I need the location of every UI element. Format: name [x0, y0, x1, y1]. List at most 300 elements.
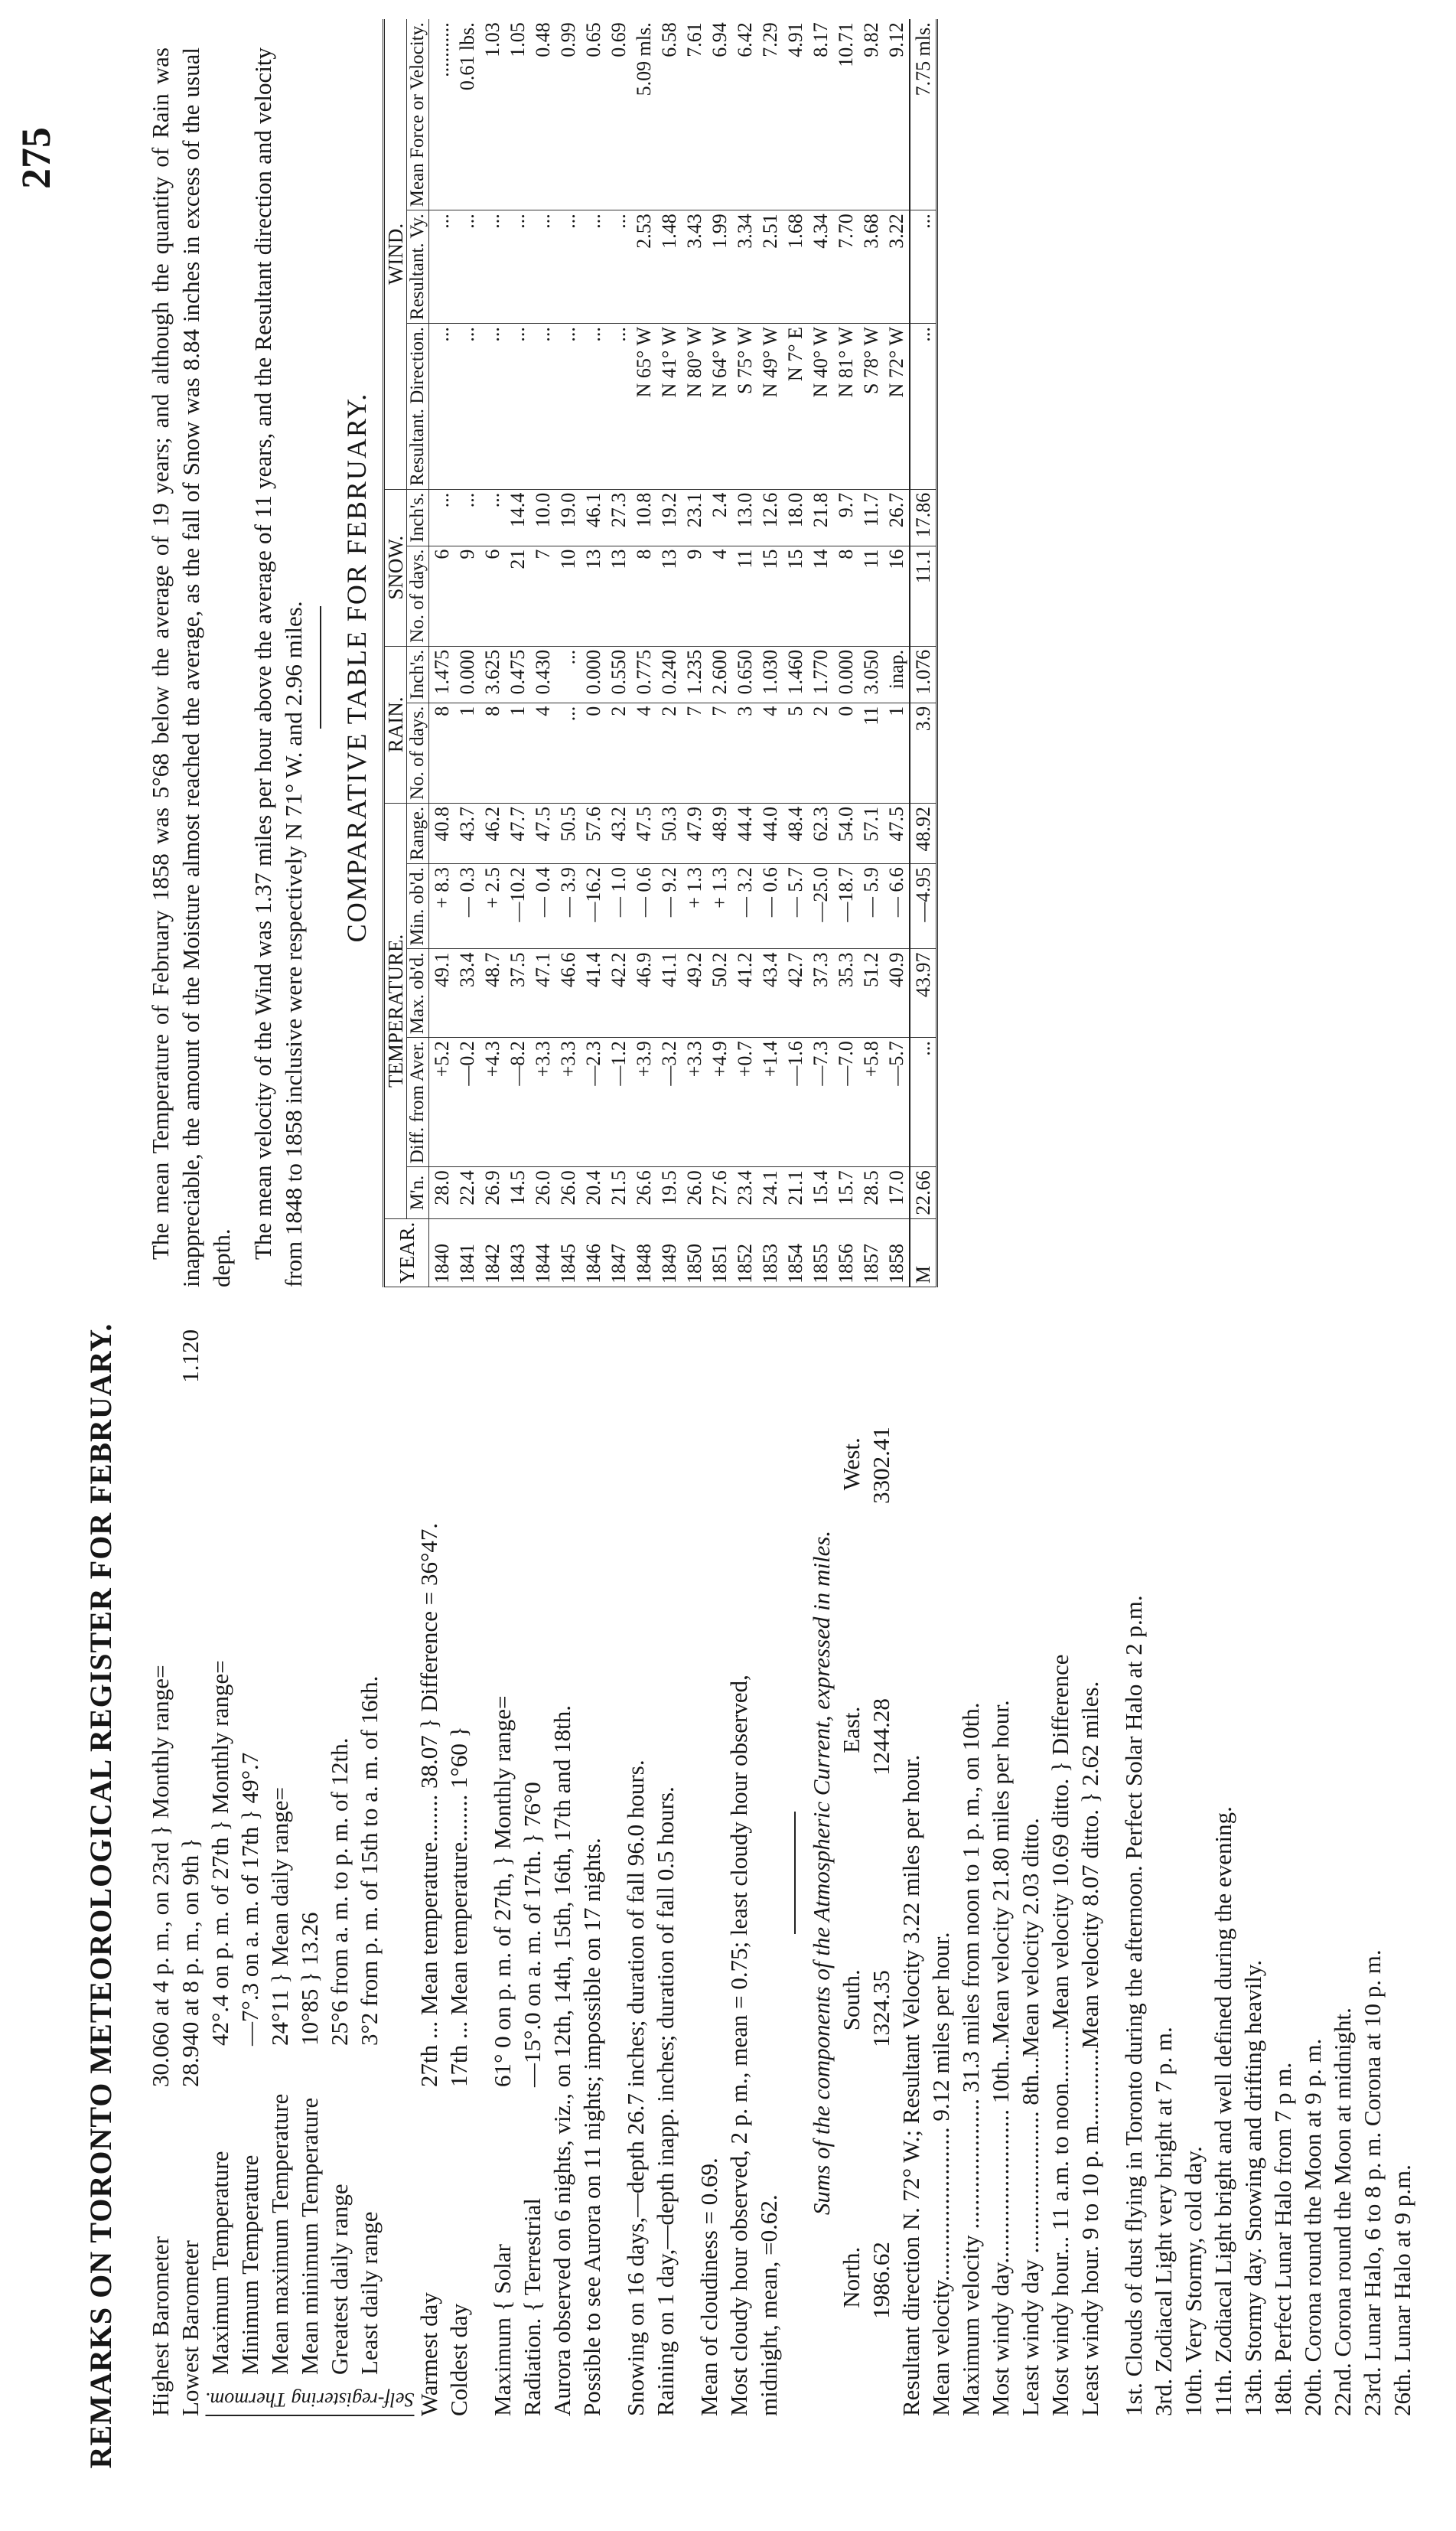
table-cell: 37.3: [808, 949, 833, 1038]
table-cell: 28.0: [429, 1167, 455, 1219]
barometer-label: Highest Barometer: [147, 2236, 174, 2416]
table-cell: ...: [581, 210, 606, 324]
table-cell: ...: [480, 210, 505, 324]
table-cell: 48.9: [707, 803, 732, 863]
radiation-row: [517, 1329, 547, 2416]
table-mean-row: [910, 19, 937, 1287]
table-cell: 47.1: [530, 949, 555, 1038]
sub-header: Mean Force or Velocity.: [407, 19, 429, 210]
table-cell: 2.53: [631, 210, 656, 324]
table-cell: ...: [530, 324, 555, 490]
table-cell: +3.9: [631, 1038, 656, 1167]
table-cell: 42.2: [606, 949, 631, 1038]
table-row: [808, 19, 833, 1287]
table-cell: 0.48: [530, 19, 555, 210]
table-row: [858, 19, 884, 1287]
table-cell: 21.1: [783, 1167, 808, 1219]
table-cell: 13: [581, 546, 606, 646]
table-cell: 6.58: [656, 19, 682, 210]
table-cell: 43.4: [757, 949, 783, 1038]
barometer-section: [145, 1329, 205, 2416]
table-cell: ...: [480, 489, 505, 546]
table-cell: N 65° W: [631, 324, 656, 490]
table-cell: 26.0: [682, 1167, 707, 1219]
table-cell: 42.7: [783, 949, 808, 1038]
table-cell: ...: [555, 210, 581, 324]
thermometer-label: Greatest daily range: [326, 2184, 353, 2375]
page-number: 275: [13, 127, 59, 189]
table-row: [581, 19, 606, 1287]
table-cell: 22.4: [454, 1167, 480, 1219]
dir-south: South.: [838, 1969, 865, 2031]
sub-header: Inch's.: [407, 646, 429, 703]
table-cell: 0.99: [555, 19, 581, 210]
thermometer-side-label: Self-registering Thermom.: [205, 2381, 414, 2416]
table-cell: 0.65: [581, 19, 606, 210]
wind-summary-line: Least windy hour. 9 to 10 p. m.............Mean velocity 8.07 ditto. } 2.62 miles.: [1077, 1681, 1104, 2416]
val-south: 1324.35: [868, 1970, 895, 2047]
thermometer-value: 25°6 from a. m. to p. m. of 12th.: [326, 1737, 353, 2046]
table-cell: 1.460: [783, 646, 808, 703]
table-cell: 21.8: [808, 489, 833, 546]
sub-header: Range.: [407, 803, 429, 863]
event-line: 1st. Clouds of dust flying in Toronto during the afternoon. Perfect Solar Halo at 2 p.m.: [1120, 1595, 1148, 2416]
table-cell: 33.4: [454, 949, 480, 1038]
table-cell: ...: [454, 324, 480, 490]
event-line: 18th. Perfect Lunar Halo from 7 p m.: [1269, 2062, 1297, 2416]
table-cell: ...: [429, 489, 455, 546]
table-cell: 9.82: [858, 19, 884, 210]
table-cell: 51.2: [858, 949, 884, 1038]
radiation-section: [487, 1329, 547, 2416]
table-cell: 3.68: [858, 210, 884, 324]
aurora-section: [547, 1329, 607, 2416]
sub-header: Diff. from Aver.: [407, 1038, 429, 1167]
event-line: 3rd. Zodiacal Light very bright at 7 p. m.: [1150, 2027, 1178, 2416]
table-cell: ...: [505, 324, 530, 490]
table-row: [480, 19, 505, 1287]
table-cell: 10: [555, 546, 581, 646]
table-cell: 1844: [530, 1218, 555, 1287]
table-cell: 15.7: [833, 1167, 858, 1219]
table-cell: 48.7: [480, 949, 505, 1038]
table-cell: 7.70: [833, 210, 858, 324]
table-cell: 2: [656, 703, 682, 803]
thermometer-value: 10°85 } 13.26: [296, 1912, 323, 2046]
table-cell: ...: [555, 646, 581, 703]
table-cell: 4: [757, 703, 783, 803]
table-cell: 15: [757, 546, 783, 646]
table-cell: 6: [429, 546, 455, 646]
table-cell: 1848: [631, 1218, 656, 1287]
warmest-coldest-row: [444, 1329, 474, 2416]
table-cell: 14.5: [505, 1167, 530, 1219]
table-cell: 11: [732, 546, 757, 646]
table-cell: 50.2: [707, 949, 732, 1038]
table-cell: — 5.9: [858, 864, 884, 949]
wind-summary-line: Least windy day ........................ 8th...Mean velocity 2.03 ditto.: [1017, 1818, 1044, 2416]
thermometer-label: Mean maximum Temperature: [266, 2093, 293, 2375]
col-group-temperature: TEMPERATURE.: [384, 803, 407, 1218]
table-cell: 7.75 mls.: [910, 19, 937, 210]
table-cell: 9.7: [833, 489, 858, 546]
table-cell: 1843: [505, 1218, 530, 1287]
table-cell: — 0.4: [530, 864, 555, 949]
barometer-value: 28.940 at 8 p. m., on 9th }: [177, 1838, 204, 2087]
table-cell: 7: [530, 546, 555, 646]
table-cell: 6.42: [732, 19, 757, 210]
table-cell: 46.1: [581, 489, 606, 546]
table-cell: 1849: [656, 1218, 682, 1287]
col-group-year: YEAR.: [384, 1218, 429, 1287]
table-cell: N 64° W: [707, 324, 732, 490]
val-west: 3302.41: [868, 1427, 895, 1504]
table-cell: 3.050: [858, 646, 884, 703]
thermometer-row: [354, 1329, 384, 2375]
table-cell: 16: [884, 546, 910, 646]
table-cell: 46.9: [631, 949, 656, 1038]
table-cell: 9: [454, 546, 480, 646]
table-cell: 1.475: [429, 646, 455, 703]
table-cell: 13: [606, 546, 631, 646]
table-cell: 1852: [732, 1218, 757, 1287]
table-cell: ...........: [429, 19, 455, 210]
table-cell: 1856: [833, 1218, 858, 1287]
table-cell: 11: [858, 703, 884, 803]
table-cell: 0.775: [631, 646, 656, 703]
table-cell: —7.0: [833, 1038, 858, 1167]
sub-header: Inch's.: [407, 489, 429, 546]
table-cell: M: [910, 1218, 937, 1287]
table-cell: — 3.9: [555, 864, 581, 949]
warmest-coldest-value: 27th ... Mean temperature........ 38.07 } Difference = 36°47.: [415, 1522, 443, 2087]
thermometer-row: [295, 1329, 324, 2375]
table-cell: 0.550: [606, 646, 631, 703]
sub-header: Min. ob'd.: [407, 864, 429, 949]
table-cell: 11.7: [858, 489, 884, 546]
table-cell: 17.86: [910, 489, 937, 546]
table-cell: 1: [454, 703, 480, 803]
table-cell: 9.12: [884, 19, 910, 210]
table-cell: +5.8: [858, 1038, 884, 1167]
aurora-line: Possible to see Aurora on 11 nights; impossible on 17 nights.: [578, 1838, 606, 2416]
table-cell: 15.4: [808, 1167, 833, 1219]
table-cell: 41.2: [732, 949, 757, 1038]
components-directions: [836, 1329, 866, 2416]
wind-summary-line: Mean velocity.......................... 9.12 miles per hour.: [927, 1932, 955, 2416]
table-cell: N 81° W: [833, 324, 858, 490]
table-cell: ...: [505, 210, 530, 324]
table-cell: —3.2: [656, 1038, 682, 1167]
wind-summary-line: Most windy day.......................... 10th...Mean velocity 21.80 miles per hour.: [987, 1700, 1015, 2416]
table-cell: —7.3: [808, 1038, 833, 1167]
table-cell: 3.43: [682, 210, 707, 324]
table-cell: N 80° W: [682, 324, 707, 490]
table-cell: 43.7: [454, 803, 480, 863]
thermometer-row: [205, 1329, 235, 2375]
table-cell: —5.7: [884, 1038, 910, 1167]
sub-header-row: [407, 19, 429, 1287]
table-cell: 22.66: [910, 1167, 937, 1219]
table-cell: 1855: [808, 1218, 833, 1287]
table-cell: 0.000: [454, 646, 480, 703]
thermometer-label: Least daily range: [356, 2211, 383, 2375]
table-cell: 1.68: [783, 210, 808, 324]
barometer-extra: 1.120: [177, 1329, 204, 1383]
table-cell: —0.2: [454, 1038, 480, 1167]
table-cell: —10.2: [505, 864, 530, 949]
table-cell: 9: [682, 546, 707, 646]
table-cell: — 6.6: [884, 864, 910, 949]
col-group-wind: WIND.: [384, 19, 407, 489]
table-cell: 23.1: [682, 489, 707, 546]
table-cell: 47.9: [682, 803, 707, 863]
divider: [320, 606, 321, 729]
table-row: [682, 19, 707, 1287]
table-cell: 0: [833, 703, 858, 803]
table-cell: ...: [429, 210, 455, 324]
table-row: [555, 19, 581, 1287]
sub-header: No. of days.: [407, 703, 429, 803]
table-cell: 50.5: [555, 803, 581, 863]
table-cell: 0.430: [530, 646, 555, 703]
table-cell: 26.0: [530, 1167, 555, 1219]
table-cell: 27.3: [606, 489, 631, 546]
table-cell: 10.0: [530, 489, 555, 546]
paragraph-temperature: The mean Temperature of February 1858 was 5°68 below the average of 19 years; and although the quantity of Rain was inappreciable, the amount of the Moisture almost reached the average, as the fall of Snow was 8.84 inches in excess of the usual depth.: [147, 47, 235, 1287]
table-cell: 1853: [757, 1218, 783, 1287]
table-cell: 0.240: [656, 646, 682, 703]
table-cell: 1847: [606, 1218, 631, 1287]
components-heading: Sums of the components of the Atmospheric Current, expressed in miles.: [808, 1530, 835, 2216]
table-cell: 19.5: [656, 1167, 682, 1219]
cloudiness-section: [694, 1329, 783, 2416]
thermometer-value: —7°.3 on a. m. of 17th } 49°.7: [236, 1752, 263, 2046]
table-cell: 5: [783, 703, 808, 803]
table-cell: ...: [910, 210, 937, 324]
table-cell: 19.2: [656, 489, 682, 546]
table-cell: +4.9: [707, 1038, 732, 1167]
table-cell: 0.69: [606, 19, 631, 210]
table-row: [606, 19, 631, 1287]
radiation-value: —15°.0 on a. m. of 17th. } 76°0: [519, 1782, 546, 2087]
table-cell: 26.9: [480, 1167, 505, 1219]
thermometer-value: 24°11 } Mean daily range=: [266, 1786, 293, 2046]
table-cell: 19.0: [555, 489, 581, 546]
table-cell: +3.3: [555, 1038, 581, 1167]
table-cell: 47.5: [530, 803, 555, 863]
table-cell: 2.4: [707, 489, 732, 546]
table-cell: +0.7: [732, 1038, 757, 1167]
table-cell: 37.5: [505, 949, 530, 1038]
event-line: 22nd. Corona round the Moon at midnight.: [1329, 2008, 1357, 2416]
sub-header: M'n.: [407, 1167, 429, 1219]
table-cell: N 72° W: [884, 324, 910, 490]
table-cell: 1840: [429, 1218, 455, 1287]
thermometer-rows: [205, 1329, 414, 2375]
table-cell: ...: [606, 210, 631, 324]
table-cell: — 0.3: [454, 864, 480, 949]
table-cell: 1851: [707, 1218, 732, 1287]
table-cell: 1: [505, 703, 530, 803]
table-cell: 2.600: [707, 646, 732, 703]
table-cell: 1850: [682, 1218, 707, 1287]
warmest-coldest-label: Warmest day: [415, 2292, 443, 2416]
table-cell: 1: [884, 703, 910, 803]
table-cell: 6.94: [707, 19, 732, 210]
table-cell: 44.4: [732, 803, 757, 863]
thermometer-row: [265, 1329, 295, 2375]
table-cell: 0: [581, 703, 606, 803]
table-cell: 23.4: [732, 1167, 757, 1219]
table-row: [631, 19, 656, 1287]
comparative-table: [383, 19, 938, 1287]
divider: [794, 1812, 796, 1934]
table-cell: 40.8: [429, 803, 455, 863]
table-cell: +1.4: [757, 1038, 783, 1167]
table-cell: 7.29: [757, 19, 783, 210]
table-cell: ...: [454, 489, 480, 546]
table-cell: 54.0: [833, 803, 858, 863]
page-title: REMARKS ON TORONTO METEOROLOGICAL REGISTER FOR FEBRUARY.: [83, 1323, 118, 2469]
table-cell: 1857: [858, 1218, 884, 1287]
table-cell: 13.0: [732, 489, 757, 546]
table-cell: 1846: [581, 1218, 606, 1287]
event-line: 20th. Corona round the Moon at 9 p. m.: [1299, 2038, 1327, 2416]
table-cell: + 1.3: [707, 864, 732, 949]
table-cell: 1.03: [480, 19, 505, 210]
table-cell: ...: [581, 324, 606, 490]
table-cell: 50.3: [656, 803, 682, 863]
table-cell: 20.4: [581, 1167, 606, 1219]
table-cell: — 9.2: [656, 864, 682, 949]
table-cell: 43.2: [606, 803, 631, 863]
wind-summary-line: Maximum velocity ...................... 31.3 miles from noon to 1 p. m., on 10th.: [957, 1702, 985, 2416]
table-cell: 2: [808, 703, 833, 803]
warmest-coldest-value: 17th ... Mean temperature........ 1°60 }: [445, 1726, 473, 2087]
table-cell: 3.22: [884, 210, 910, 324]
table-cell: S 75° W: [732, 324, 757, 490]
precipitation-line: Raining on 1 day,—depth inapp. inches; duration of fall 0.5 hours.: [652, 1786, 679, 2416]
barometer-row: [175, 1329, 205, 2416]
table-row: [783, 19, 808, 1287]
table-cell: 1.076: [910, 646, 937, 703]
thermometer-value: 3°2 from p. m. of 15th to a. m. of 16th.: [356, 1675, 383, 2046]
warmest-coldest-section: [414, 1329, 474, 2416]
precipitation-section: [621, 1329, 680, 2416]
table-row: [757, 19, 783, 1287]
table-cell: 1854: [783, 1218, 808, 1287]
table-row: [530, 19, 555, 1287]
table-cell: 1858: [884, 1218, 910, 1287]
table-cell: 0.61 lbs.: [454, 19, 480, 210]
table-row: [707, 19, 732, 1287]
table-cell: —4.95: [910, 864, 937, 949]
table-cell: ...: [454, 210, 480, 324]
table-cell: ...: [910, 1038, 937, 1167]
wind-summary-line: Most windy hour... 11 a.m. to noon.........Mean velocity 10.69 ditto. } Difference: [1047, 1654, 1074, 2416]
table-cell: 14.4: [505, 489, 530, 546]
event-line: 13th. Stormy day. Snowing and drifting heavily.: [1239, 1959, 1267, 2416]
table-cell: ...: [555, 324, 581, 490]
table-cell: 2.51: [757, 210, 783, 324]
table-cell: + 8.3: [429, 864, 455, 949]
table-cell: inap.: [884, 646, 910, 703]
table-cell: 11: [858, 546, 884, 646]
table-cell: 47.7: [505, 803, 530, 863]
table-cell: 10.8: [631, 489, 656, 546]
dir-north: North.: [838, 2246, 865, 2308]
table-cell: 24.1: [757, 1167, 783, 1219]
radiation-value: 61° 0 on p. m. of 27th, } Monthly range=: [489, 1695, 516, 2087]
table-cell: ...: [910, 324, 937, 490]
table-cell: —2.3: [581, 1038, 606, 1167]
table-cell: 35.3: [833, 949, 858, 1038]
table-cell: 46.6: [555, 949, 581, 1038]
table-cell: 4: [631, 703, 656, 803]
left-column: [145, 1329, 1417, 2416]
table-cell: 41.1: [656, 949, 682, 1038]
table-cell: —8.2: [505, 1038, 530, 1167]
table-cell: 1842: [480, 1218, 505, 1287]
table-cell: 1845: [555, 1218, 581, 1287]
radiation-row: [487, 1329, 517, 2416]
table-row: [505, 19, 530, 1287]
warmest-coldest-label: Coldest day: [445, 2303, 473, 2416]
table-cell: 4: [707, 546, 732, 646]
sub-header: No. of days.: [407, 546, 429, 646]
table-cell: 3: [732, 703, 757, 803]
table-cell: 1.235: [682, 646, 707, 703]
table-cell: 8: [833, 546, 858, 646]
thermometer-label: Mean minimum Temperature: [296, 2097, 323, 2375]
table-cell: 0.650: [732, 646, 757, 703]
precipitation-line: Snowing on 16 days,—depth 26.7 inches; duration of fall 96.0 hours.: [622, 1760, 650, 2416]
table-cell: 28.5: [858, 1167, 884, 1219]
warmest-coldest-row: [414, 1329, 444, 2416]
table-cell: +4.3: [480, 1038, 505, 1167]
event-line: 10th. Very Stormy, cold day.: [1180, 2146, 1207, 2416]
cloudiness-line: midnight, mean, =0.62.: [755, 2194, 783, 2416]
thermometer-section: [205, 1329, 414, 2416]
table-cell: 21: [505, 546, 530, 646]
dir-east: East.: [838, 1706, 865, 1753]
col-group-snow: SNOW.: [384, 489, 407, 646]
table-cell: ...: [606, 324, 631, 490]
table-cell: —25.0: [808, 864, 833, 949]
table-cell: 49.2: [682, 949, 707, 1038]
table-cell: 10.71: [833, 19, 858, 210]
table-cell: 1.48: [656, 210, 682, 324]
table-cell: ...: [530, 210, 555, 324]
table-cell: 1.030: [757, 646, 783, 703]
radiation-label: Radiation. { Terrestrial: [519, 2197, 546, 2416]
table-row: [656, 19, 682, 1287]
table-row: [429, 19, 455, 1287]
thermometer-label: Minimum Temperature: [236, 2154, 263, 2375]
table-cell: 21.5: [606, 1167, 631, 1219]
table-cell: N 41° W: [656, 324, 682, 490]
table-cell: 26.7: [884, 489, 910, 546]
table-cell: 18.0: [783, 489, 808, 546]
thermometer-value: 42°.4 on p. m. of 27th } Monthly range=: [207, 1660, 233, 2046]
col-group-rain: RAIN.: [384, 646, 407, 803]
table-cell: 8.17: [808, 19, 833, 210]
table-cell: 0.000: [833, 646, 858, 703]
table-cell: 17.0: [884, 1167, 910, 1219]
table-cell: 4.34: [808, 210, 833, 324]
table-cell: 48.92: [910, 803, 937, 863]
